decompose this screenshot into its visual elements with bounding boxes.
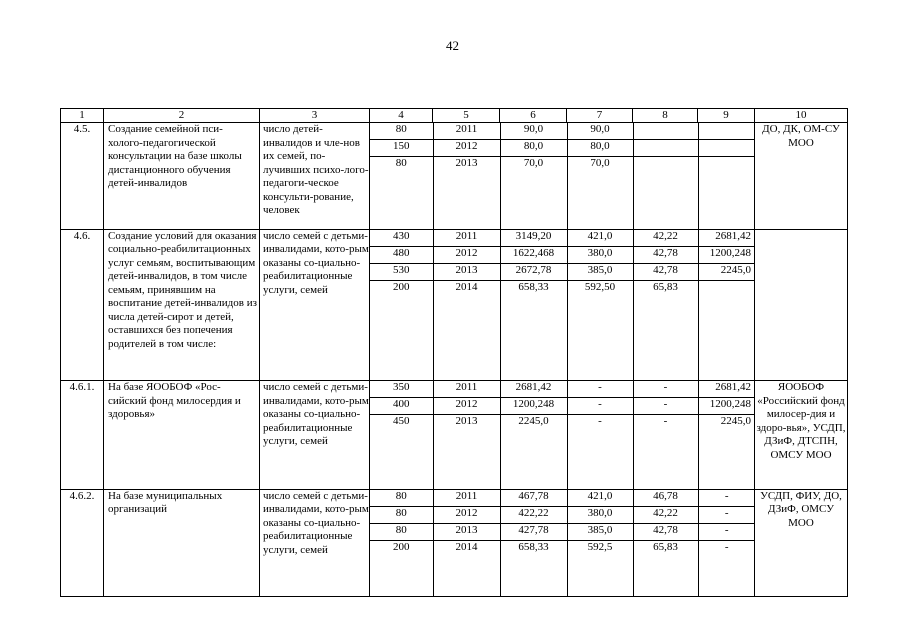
row-data-block: [370, 123, 755, 230]
total-funding: 70,0: [500, 157, 567, 229]
local-budget: 65,83: [633, 280, 698, 380]
total-funding: 80,0: [500, 140, 567, 157]
regional-budget: 592,5: [567, 540, 633, 596]
data-line: [370, 263, 755, 280]
header-cell: 4: [370, 109, 433, 123]
data-line: [370, 398, 755, 415]
other-sources: -: [698, 506, 755, 523]
year: 2013: [433, 157, 500, 229]
regional-budget: 421,0: [567, 230, 633, 247]
table-row: [61, 489, 848, 597]
header-cell: 8: [633, 109, 698, 123]
local-budget: 42,78: [633, 263, 698, 280]
total-funding: 658,33: [500, 280, 567, 380]
target-value: 80: [370, 506, 433, 523]
other-sources: [698, 123, 755, 140]
local-budget: 46,78: [633, 490, 698, 507]
local-budget: 42,78: [633, 246, 698, 263]
total-funding: 2245,0: [500, 415, 567, 489]
row-name: На базе муниципальных организаций: [104, 489, 260, 597]
row-data-table: [370, 230, 755, 381]
local-budget: -: [633, 381, 698, 398]
year: 2013: [433, 415, 500, 489]
row-data-table: [370, 381, 755, 489]
target-value: 80: [370, 157, 433, 229]
data-line: [370, 415, 755, 489]
other-sources: 2681,42: [698, 230, 755, 247]
local-budget: 42,22: [633, 506, 698, 523]
row-name: Создание условий для оказания социально-реабилитационных услуг семьям, воспитывающим детей-инвалидов, в том числе семьям, принявшим на воспитание детей-инвалидов из числа детей-сирот и детей, оставшихся без попечения родителей в том числе:: [104, 229, 260, 381]
target-value: 400: [370, 398, 433, 415]
table-row: [61, 123, 848, 230]
year: 2011: [433, 230, 500, 247]
target-value: 430: [370, 230, 433, 247]
data-line: [370, 157, 755, 229]
data-line: [370, 123, 755, 140]
row-code: 4.6.2.: [61, 489, 104, 597]
table-row: [61, 229, 848, 381]
row-code: 4.5.: [61, 123, 104, 230]
other-sources: -: [698, 490, 755, 507]
row-data-block: [370, 229, 755, 381]
total-funding: 1622,468: [500, 246, 567, 263]
year: 2012: [433, 246, 500, 263]
row-name: На базе ЯООБОФ «Рос-сийский фонд милосердия и здоровья»: [104, 381, 260, 490]
regional-budget: 385,0: [567, 263, 633, 280]
row-indicator: число семей с детьми-инвалидами, кото-рым оказаны со-циально-реабилитационные услуги, семей: [260, 381, 370, 490]
year: 2013: [433, 523, 500, 540]
other-sources: -: [698, 523, 755, 540]
data-line: [370, 280, 755, 380]
regional-budget: 380,0: [567, 506, 633, 523]
data-line: [370, 540, 755, 596]
regional-budget: -: [567, 398, 633, 415]
header-cell: 10: [755, 109, 848, 123]
header-cell: 7: [567, 109, 633, 123]
regional-budget: 421,0: [567, 490, 633, 507]
other-sources: 2681,42: [698, 381, 755, 398]
target-value: 350: [370, 381, 433, 398]
row-data-block: [370, 489, 755, 597]
local-budget: -: [633, 398, 698, 415]
row-code: 4.6.1.: [61, 381, 104, 490]
year: 2011: [433, 381, 500, 398]
data-line: [370, 230, 755, 247]
year: 2012: [433, 140, 500, 157]
regional-budget: 80,0: [567, 140, 633, 157]
header-cell: 6: [500, 109, 567, 123]
page-number: 42: [446, 38, 459, 53]
total-funding: 2681,42: [500, 381, 567, 398]
data-line: [370, 523, 755, 540]
local-budget: [633, 123, 698, 140]
year: 2011: [433, 123, 500, 140]
other-sources: 2245,0: [720, 415, 751, 427]
year: 2014: [433, 280, 500, 380]
row-indicator: число семей с детьми-инвалидами, кото-рым оказаны со-циально-реабилитационные услуги, семей: [260, 489, 370, 597]
target-value: 80: [370, 490, 433, 507]
local-budget: [633, 157, 698, 229]
regional-budget: 90,0: [567, 123, 633, 140]
regional-budget: 592,50: [567, 280, 633, 380]
other-sources: [698, 140, 755, 157]
header-cell: 2: [104, 109, 260, 123]
year: 2011: [433, 490, 500, 507]
regional-budget: -: [567, 381, 633, 398]
row-agency: ЯООБОФ «Российский фонд милосер-дия и здоро-вья», УСДП, ДЗиФ, ДТСПН, ОМСУ МОО: [755, 381, 848, 490]
header-cell: 3: [260, 109, 370, 123]
target-value: 80: [370, 123, 433, 140]
regional-budget: 385,0: [567, 523, 633, 540]
year: 2014: [433, 540, 500, 596]
year: 2012: [433, 506, 500, 523]
target-value: 150: [370, 140, 433, 157]
table-row: [61, 381, 848, 490]
row-indicator: число детей-инвалидов и чле-нов их семей, по-лучивших психо-лого-педагоги-ческое консульти-рование, человек: [260, 123, 370, 230]
total-funding: 658,33: [500, 540, 567, 596]
year: 2012: [433, 398, 500, 415]
row-indicator: число семей с детьми-инвалидами, кото-рым оказаны со-циально-реабилитационные услуги, семей: [260, 229, 370, 381]
data-line: [370, 140, 755, 157]
row-data-table: [370, 123, 755, 229]
other-sources: 1200,248: [698, 246, 755, 263]
regional-budget: -: [567, 415, 633, 489]
row-data-table: [370, 490, 755, 597]
local-budget: 65,83: [633, 540, 698, 596]
local-budget: [633, 140, 698, 157]
total-funding: 90,0: [500, 123, 567, 140]
data-line: [370, 490, 755, 507]
row-name: Создание семейной пси-холого-педагогической консультации на базе школы дистанционного обучения детей-инвалидов: [104, 123, 260, 230]
program-table: [60, 108, 848, 597]
total-funding: 427,78: [500, 523, 567, 540]
local-budget: 42,22: [633, 230, 698, 247]
header-cell: 1: [61, 109, 104, 123]
target-value: 480: [370, 246, 433, 263]
target-value: 80: [370, 523, 433, 540]
row-agency: УСДП, ФИУ, ДО, ДЗиФ, ОМСУ МОО: [755, 489, 848, 597]
header-cell: 5: [433, 109, 500, 123]
header-row: [61, 109, 848, 123]
target-value: 530: [370, 263, 433, 280]
data-line: [370, 246, 755, 263]
total-funding: 3149,20: [500, 230, 567, 247]
regional-budget: 380,0: [567, 246, 633, 263]
target-value: 450: [370, 415, 433, 489]
data-line: [370, 506, 755, 523]
header-cell: 9: [698, 109, 755, 123]
other-sources: 1200,248: [698, 398, 755, 415]
target-value: 200: [370, 280, 433, 380]
target-value: 200: [370, 540, 433, 596]
row-agency: [755, 229, 848, 381]
row-code: 4.6.: [61, 229, 104, 381]
local-budget: -: [633, 415, 698, 489]
total-funding: 467,78: [500, 490, 567, 507]
total-funding: 2672,78: [500, 263, 567, 280]
other-sources: [698, 157, 755, 229]
total-funding: 1200,248: [500, 398, 567, 415]
local-budget: 42,78: [633, 523, 698, 540]
data-line: [370, 381, 755, 398]
regional-budget: 70,0: [567, 157, 633, 229]
row-data-block: [370, 381, 755, 490]
total-funding: 422,22: [500, 506, 567, 523]
row-agency: ДО, ДК, ОМ-СУ МОО: [755, 123, 848, 230]
other-sources: 2245,0: [698, 263, 755, 280]
year: 2013: [433, 263, 500, 280]
other-sources: [698, 280, 755, 380]
other-sources: -: [724, 540, 729, 553]
